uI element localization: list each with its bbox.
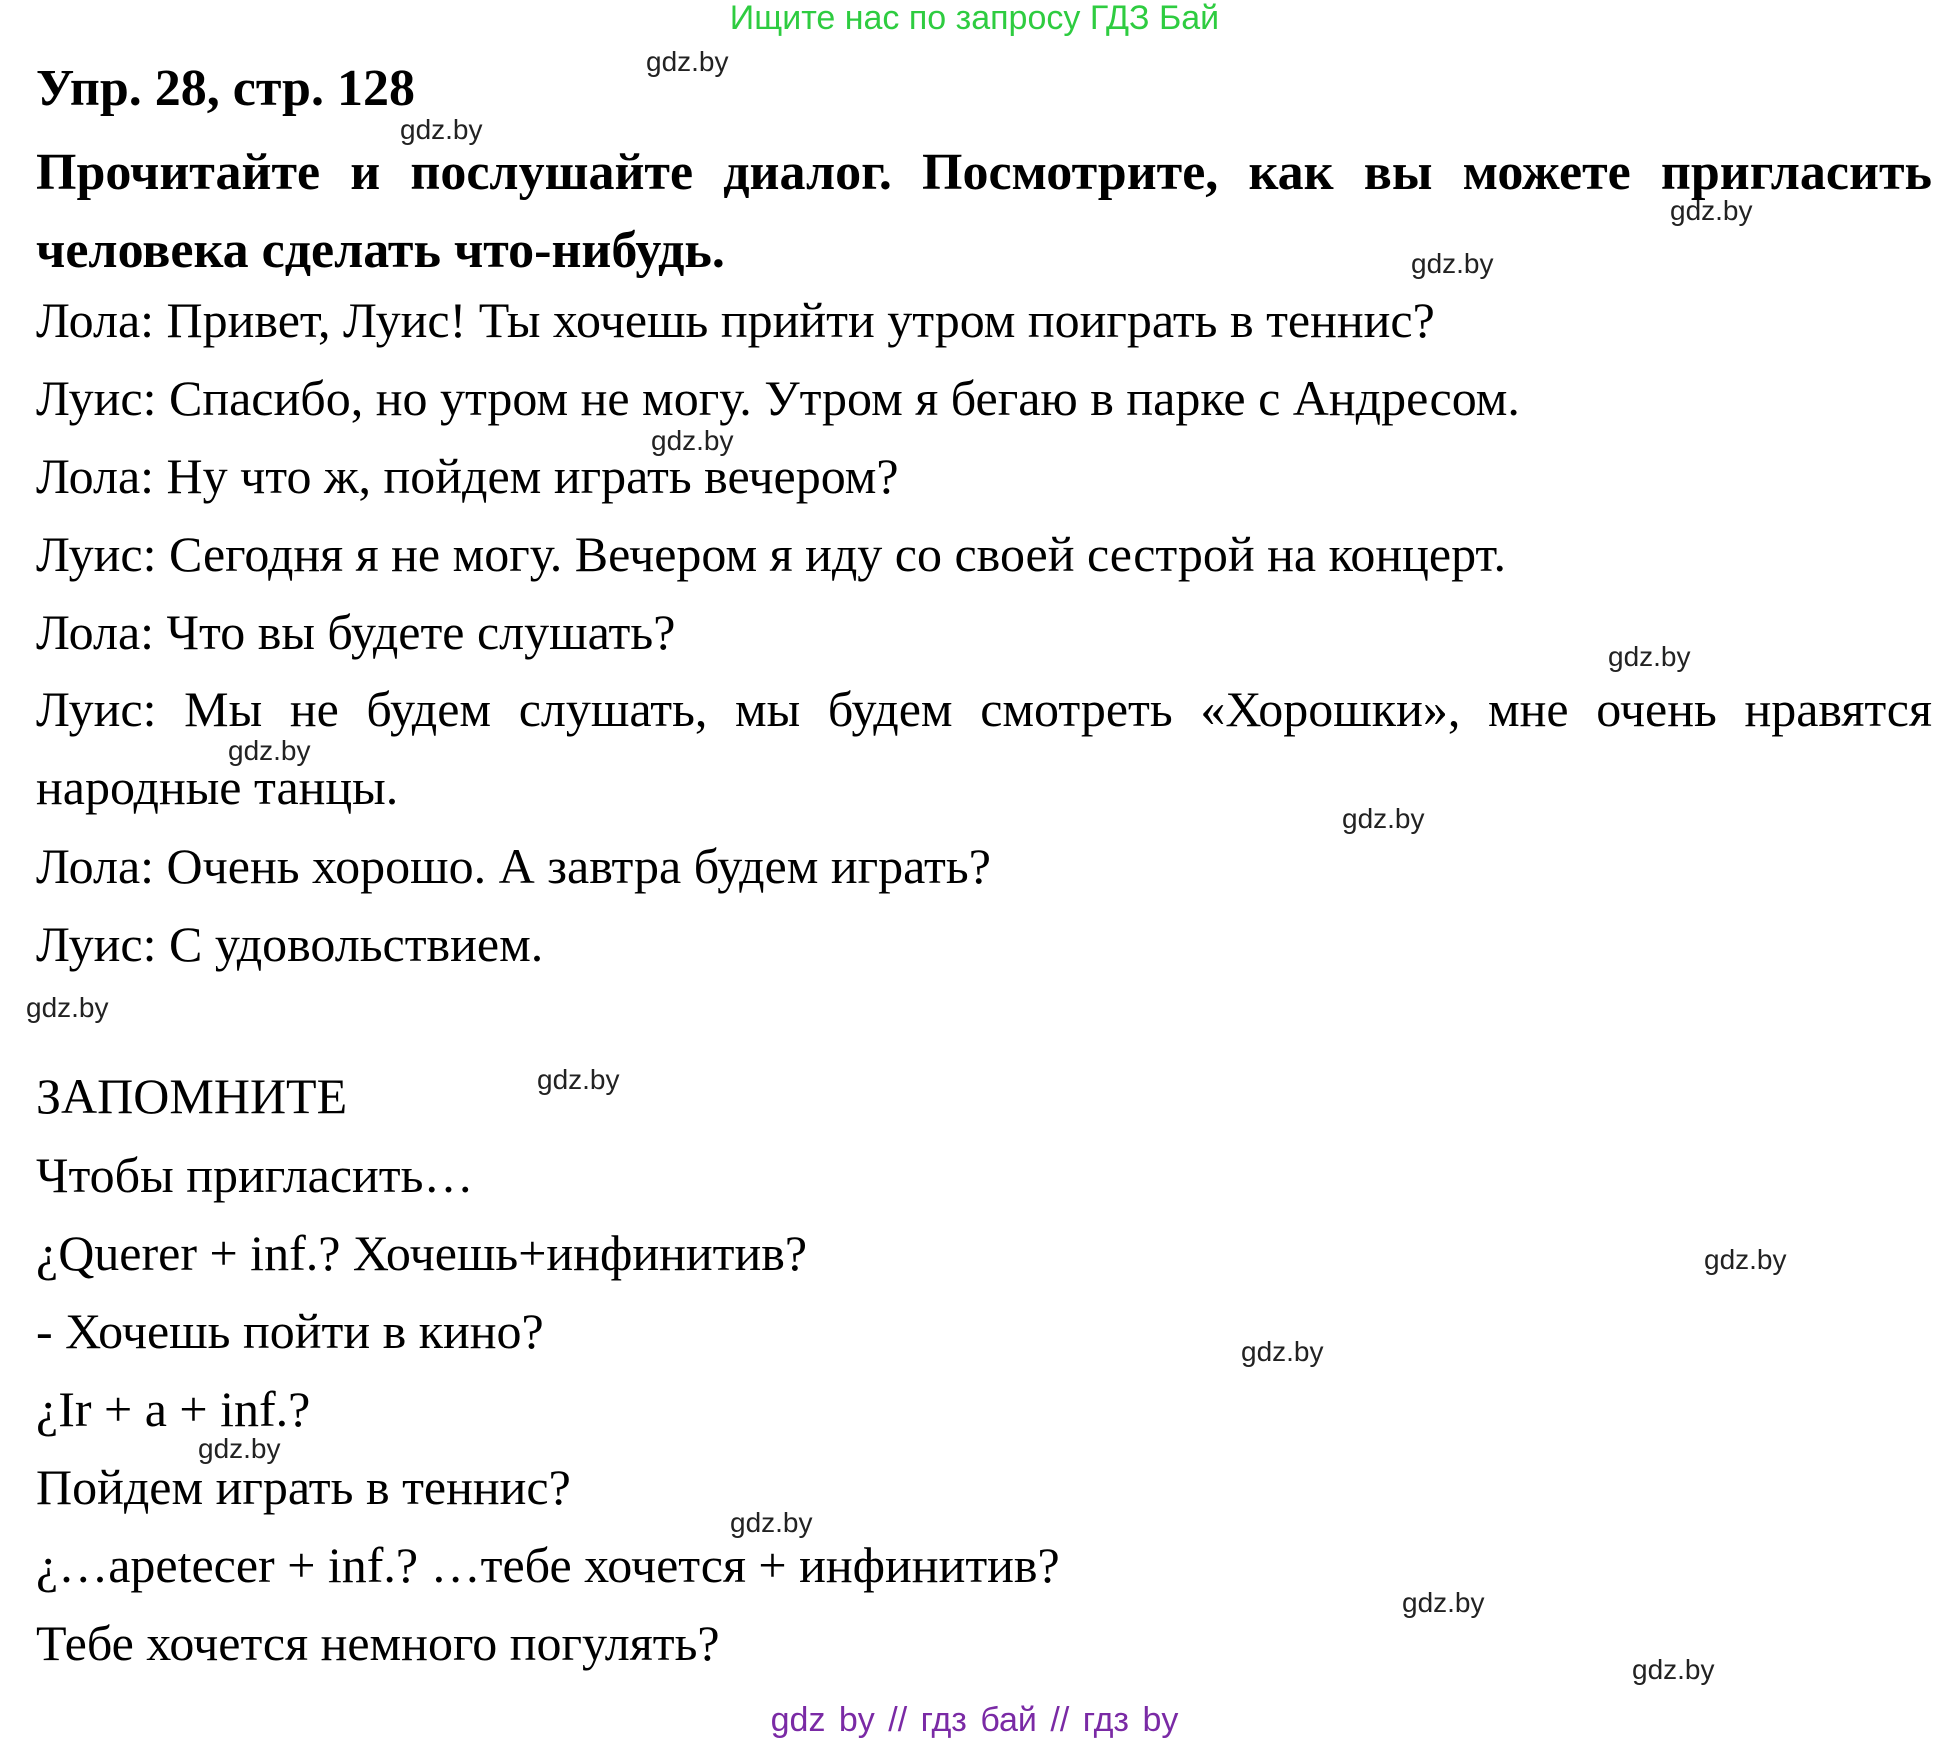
- watermark-text: gdz.by: [1704, 1244, 1787, 1275]
- remember-line-1: Чтобы пригласить…: [36, 1147, 474, 1203]
- watermark-text: gdz.by: [651, 425, 734, 456]
- remember-line-3: - Хочешь пойти в кино?: [36, 1303, 544, 1359]
- watermark-text: gdz.by: [26, 992, 109, 1023]
- watermark-text: gdz.by: [1342, 803, 1425, 834]
- watermark-text: gdz.by: [730, 1507, 813, 1538]
- dialogue-line-4: Луис: Сегодня я не могу. Вечером я иду со своей сестрой на концерт.: [36, 526, 1506, 582]
- watermark-text: gdz.by: [1411, 248, 1494, 279]
- remember-line-5: Пойдем играть в теннис?: [36, 1459, 571, 1515]
- watermark-text: gdz.by: [1241, 1336, 1324, 1367]
- watermark-text: gdz.by: [1632, 1654, 1715, 1685]
- footer-watermark: gdz by // гдз бай // гдз by: [770, 1701, 1179, 1739]
- dialogue-line-3: Лола: Ну что ж, пойдем играть вечером?: [36, 448, 899, 504]
- task-instruction: Прочитайте и послушайте диалог. Посмотрите, как вы можете пригласить человека сделать что-нибудь.: [36, 144, 1932, 279]
- dialogue-line-2: Луис: Спасибо, но утром не могу. Утром я бегаю в парке с Андресом.: [36, 370, 1520, 426]
- watermark-text: gdz.by: [537, 1064, 620, 1095]
- search-hint-banner: Ищите нас по запросу ГДЗ Бай: [729, 0, 1220, 37]
- remember-line-7: Тебе хочется немного погулять?: [36, 1615, 720, 1671]
- watermark-text: gdz.by: [646, 46, 729, 77]
- dialogue-line-1: Лола: Привет, Луис! Ты хочешь прийти утром поиграть в теннис?: [36, 292, 1435, 348]
- watermark-text: gdz.by: [1670, 195, 1753, 226]
- watermark-text: gdz.by: [400, 114, 483, 145]
- dialogue-line-7: Лола: Очень хорошо. А завтра будем играть?: [36, 838, 991, 894]
- remember-line-6: ¿…apetecer + inf.? …тебе хочется + инфинитив?: [36, 1537, 1060, 1593]
- watermark-text: gdz.by: [228, 735, 311, 766]
- remember-line-4: ¿Ir + a + inf.?: [36, 1381, 311, 1437]
- remember-line-2: ¿Querer + inf.? Хочешь+инфинитив?: [36, 1225, 808, 1281]
- remember-title: ЗАПОМНИТЕ: [36, 1068, 348, 1124]
- watermark-text: gdz.by: [1608, 641, 1691, 672]
- watermark-text: gdz.by: [1402, 1587, 1485, 1618]
- dialogue-line-5: Лола: Что вы будете слушать?: [36, 604, 676, 660]
- watermark-text: gdz.by: [198, 1433, 281, 1464]
- dialogue-line-6: Луис: Мы не будем слушать, мы будем смотреть «Хорошки», мне очень нравятся народные танцы.: [36, 681, 1932, 815]
- exercise-heading: Упр. 28, стр. 128: [36, 60, 415, 117]
- dialogue-line-8: Луис: С удовольствием.: [36, 916, 544, 972]
